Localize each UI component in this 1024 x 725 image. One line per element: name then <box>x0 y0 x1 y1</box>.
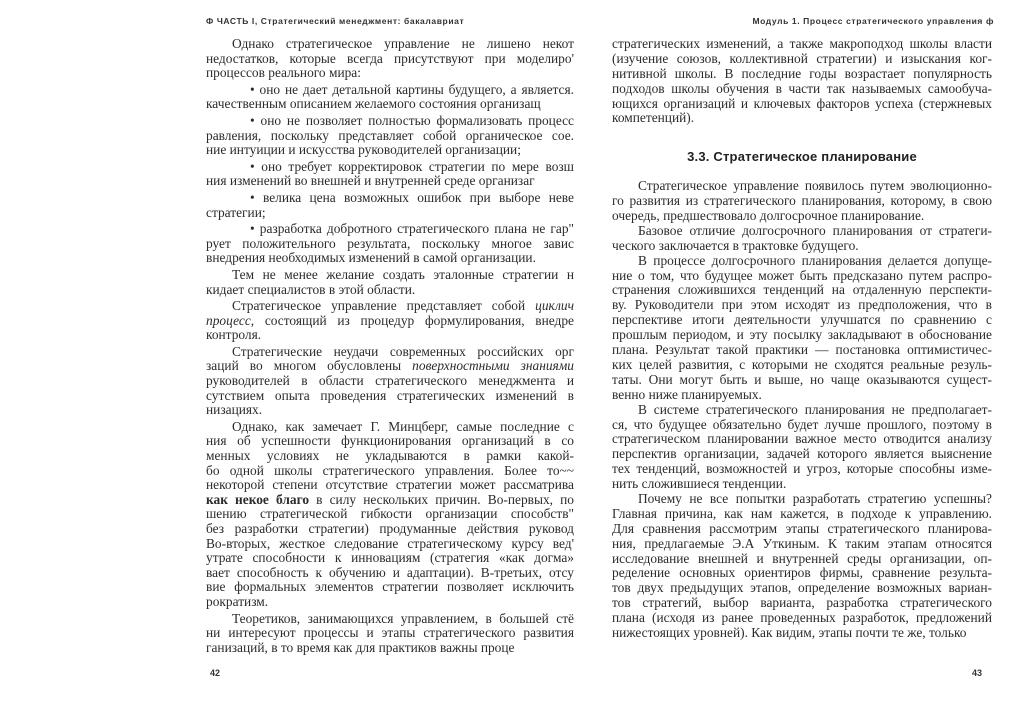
text-line <box>206 493 574 508</box>
italic-text: поверхностными знаниями <box>412 358 574 374</box>
paragraph <box>206 268 574 297</box>
section-heading: 3.3. Стратегическое планирование <box>687 149 917 165</box>
bullet-item <box>206 114 574 158</box>
text-line: Стратегические неудачи современных российских орг <box>232 343 574 359</box>
page-number-right: 43 <box>972 668 983 678</box>
text-line: Для сравнения рассмотрим этапы стратегического планирова- <box>612 520 992 536</box>
text-line: вие формальных элементов стратегии позволяет исключить <box>206 579 574 595</box>
text-line: В процессе долгосрочного планирования делается допуще- <box>638 252 992 268</box>
text-line: ву. Руководители при этом исходят из предположения, что в <box>612 297 992 313</box>
paragraph <box>612 492 992 641</box>
text-line: ределение основных ориентиров фирмы, сравнение результа- <box>612 565 992 581</box>
paragraph <box>612 37 992 126</box>
text-line: очередь, предшествовало долгосрочное планирование. <box>612 208 925 224</box>
text-line: ющихся организаций и ключевых факторов успеха (стержневых <box>612 95 992 111</box>
italic-text: циклич <box>535 298 574 314</box>
text-line: утрате способности к инновациям (стратегия «как догма» <box>206 550 574 566</box>
text-line: плана. Результат такой практики — постановка оптимистичес- <box>612 342 992 358</box>
text-line: шению стратегической гибкости организации способств" <box>206 506 574 522</box>
text-line: вает способность к обучению и адаптации). В-третьих, отсу <box>206 564 574 580</box>
text-line: Почему не все попытки разработать стратегию успешны? <box>638 490 992 506</box>
text-line: • оно требует корректировок стратегии по мере возш <box>250 158 574 174</box>
text-line: нижестоящих уровней). Как видим, этапы почти те же, только <box>612 624 967 640</box>
text-span: Стратегическое управление представляет собой <box>232 298 536 314</box>
running-head-right: Модуль 1. Процесс стратегического управления ф <box>752 16 994 26</box>
text-line: прошлым периодом, и эту посылку закладывают в обоснование <box>612 327 992 343</box>
text-line <box>206 299 574 314</box>
text-line: менных условиях не укладываются в рамки какой- <box>206 448 574 464</box>
text-line: контроля. <box>206 327 262 343</box>
paragraph <box>206 37 574 81</box>
paragraph <box>206 345 574 418</box>
text-line: Базовое отличие долгосрочного планирования от стратеги- <box>638 222 992 238</box>
text-line: Однако, как замечает Г. Минцберг, самые последние с <box>232 418 574 434</box>
text-line: некоторой степени отсутствие стратегии может рассматрива <box>206 477 574 493</box>
text-line: Тем не менее желание создать эталонные стратегии н <box>232 266 574 282</box>
text-line: • велика цена возможных ошибок при выборе неве <box>250 189 574 205</box>
paragraph <box>206 420 574 610</box>
text-line: стратегическом планировании важное место отводится анализу <box>612 431 992 447</box>
right-page <box>600 0 1024 725</box>
bullet-item <box>206 83 574 112</box>
text-line: ние интуиции и искусства руководителей организации; <box>206 142 521 158</box>
text-span: состоящий из процедур формулирования, внедре <box>254 312 574 328</box>
text-line: ся, что будущее обязательно будет лучше прошлого, поэтому в <box>612 416 992 432</box>
text-line: сутствием опыта проведения стратегических изменений в <box>206 387 574 403</box>
text-line: рократизм. <box>206 593 269 609</box>
text-line: равления, поскольку представляет собой органическое сое. <box>206 127 574 143</box>
text-line: ни интересуют процессы и этапы стратегического развития <box>206 625 574 641</box>
paragraph <box>206 299 574 343</box>
text-line: тов двух предыдущих этапов, определение возможных вариан- <box>612 580 992 596</box>
text-line: исследование внешней и внутренней среды организации, оп- <box>612 550 992 566</box>
text-line: странения сложившихся тенденций на отдаленную перспекти- <box>612 282 992 298</box>
text-line: Однако стратегическое управление не лишено некот <box>232 36 574 51</box>
text-line: тов стратегий, выбор варианта, разработка стратегического <box>612 595 992 611</box>
bullet-item <box>206 160 574 189</box>
bullet-item <box>206 222 574 266</box>
text-line: ких целей развития, с которыми не сходятся реальные резуль- <box>612 356 992 372</box>
text-line: подходов школы обучения в части так называемых самообуча- <box>612 80 992 96</box>
text-line: стратегии; <box>206 204 266 220</box>
text-line: ческого заключается в трактовке будущего. <box>612 237 859 253</box>
text-line: низациях. <box>206 402 263 418</box>
text-line: стратегических изменений, а также макроподход школы власти <box>612 36 992 51</box>
paragraph <box>612 403 992 492</box>
text-line: внедрения необходимых изменений в самой организации. <box>206 250 536 266</box>
text-line: без разработки стратегии) продуманные действия руковод <box>206 521 574 536</box>
text-line <box>206 314 574 329</box>
paragraph <box>206 612 574 656</box>
text-line: • оно не позволяет полностью формализовать процесс <box>250 112 574 128</box>
text-line: Главная причина, как нам кажется, в подходе к управлению. <box>612 505 992 521</box>
text-line: ния, предлагаемые Э.А Уткиным. К таким этапам относятся <box>612 535 992 551</box>
text-line: Теоретиков, занимающихся управлением, в большей стё <box>232 610 574 626</box>
paragraph <box>612 254 992 403</box>
bold-text: как некое благо <box>206 491 310 507</box>
text-line: ния об успешности функционирования организаций в со <box>206 433 574 449</box>
text-line: плана (исходя из ранее проведенных разработок, предложений <box>612 610 992 626</box>
text-line: процессов реального мира: <box>206 65 361 81</box>
running-head-left: Ф ЧАСТЬ I, Стратегический менеджмент: бакалавриат <box>206 16 465 26</box>
text-line: В системе стратегического планирования не предполагает- <box>638 401 992 417</box>
text-line: рует положительного результата, поскольку многое завис <box>206 235 574 251</box>
paragraph <box>612 224 992 254</box>
section-body <box>612 179 992 641</box>
text-line: руководителей в области стратегического менеджмента и <box>206 373 574 389</box>
continued-text <box>612 37 992 126</box>
text-line: перспективе итоги деятельности улучшатся по сравнению с <box>612 312 992 328</box>
text-line: ганизаций, в то время как для практиков важны проце <box>206 639 515 655</box>
text-line: венно ниже планируемых. <box>612 386 762 402</box>
text-line: недостатков, которые всегда присутствуют при моделиро' <box>206 50 574 66</box>
paragraph <box>612 179 992 224</box>
text-line: компетенций). <box>612 110 695 126</box>
text-span: в силу нескольких причин. Во-первых, по <box>309 491 574 507</box>
text-line: тех тенденций, возможностей и угроз, которые способны изме- <box>612 461 992 477</box>
text-line: нить сложившиеся тенденции. <box>612 476 787 492</box>
text-line: го развития из стратегического планирования, которому, в свою <box>612 193 992 209</box>
text-line: кидает специалистов в этой области. <box>206 281 416 297</box>
text-line: бо одной школы стратегического управления. Более то~~ <box>206 462 574 478</box>
italic-text: процесс, <box>206 312 255 328</box>
text-line: ния изменений во внешней и внутренней среде организаг <box>206 173 535 189</box>
page-number-left: 42 <box>210 668 221 678</box>
text-line: качественным описанием желаемого состояния организащ <box>206 96 541 112</box>
bullet-item <box>206 191 574 220</box>
text-span: заций во многом обусловлены <box>206 358 413 374</box>
left-text-column <box>206 37 574 657</box>
text-line: • разработка добротного стратегического плана не гар" <box>250 221 574 237</box>
text-line: ние о том, что будущее может быть предсказано путем распро- <box>612 267 992 283</box>
right-text-column <box>612 37 992 641</box>
text-line: таты. Они могут быть и выше, но чаще оказываются сущест- <box>612 371 992 387</box>
text-line: перспектив организации, задачей которого является выяснение <box>612 446 992 462</box>
text-line: нитивной школы. В последние годы возрастает популярность <box>612 65 992 81</box>
text-line: Стратегическое управление появилось путем эволюционно- <box>638 178 992 194</box>
text-line: (изучение союзов, коллективной стратегии) и изыскания ког- <box>612 50 992 66</box>
text-line: Во-вторых, жесткое следование стратегическому курсу вед' <box>206 535 574 551</box>
text-line: • оно не дает детальной картины будущего, а является. <box>250 81 574 97</box>
text-line <box>206 359 574 374</box>
